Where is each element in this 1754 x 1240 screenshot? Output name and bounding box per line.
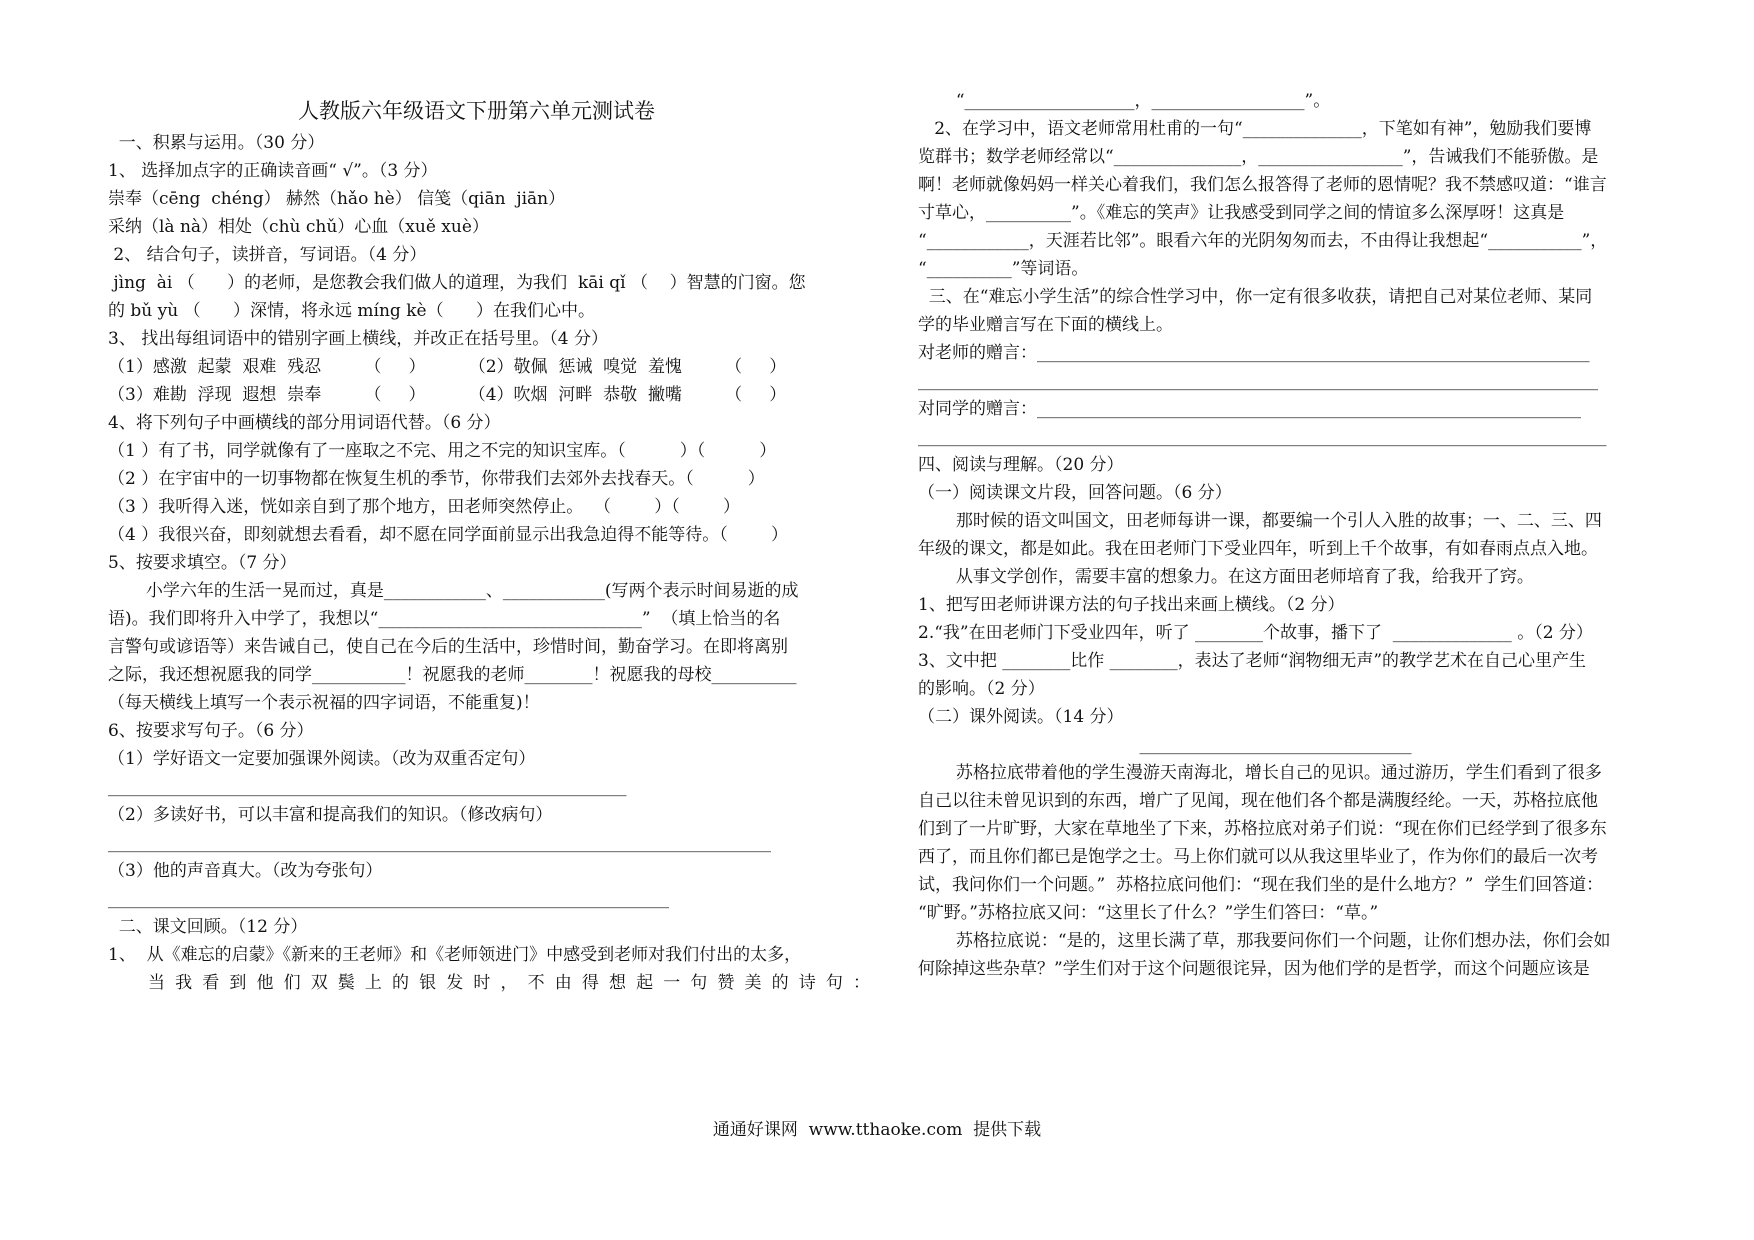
right-text-line: 们到了一片旷野，大家在草地坐了下来，苏格拉底对弟子们说：“现在你们已经学到了很多东 (918, 819, 1607, 839)
right-text-line: “__________”等词语。 (918, 259, 1089, 279)
left-text-line: 崇奉（cēng chéng） 赫然（hǎo hè） 信笺（qiān jiān） (108, 189, 566, 209)
left-text-line: （每天横线上填写一个表示祝福的四字词语，不能重复)！ (108, 693, 540, 713)
left-text-line: jìng ài （ ）的老师，是您教会我们做人的道理，为我们 kāi qǐ （ ）智慧的门窗。您 (108, 273, 806, 293)
right-text-line: 试，我问你们一个问题。” 苏格拉底问他们：“现在我们坐的是什么地方？” 学生们回答道： (918, 875, 1604, 895)
left-text-line: 6、按要求写句子。（6 分） (108, 721, 314, 741)
left-text-line: 采纳（là nà）相处（chù chǔ）心血（xuě xuè） (108, 217, 489, 237)
right-text-line: 览群书；数学老师经常以“_______________，_________________”，告诫我们不能骄傲。是 (918, 147, 1599, 167)
right-text-line: “____________________，__________________”。 (918, 91, 1331, 111)
right-text-line: （二）课外阅读。（14 分） (918, 707, 1124, 727)
left-text-line: （4 ）我很兴奋，即刻就想去看看，却不愿在同学面前显示出我急迫得不能等待。（ ） (108, 525, 788, 545)
left-text-line: ______________________________________________________________________________ (108, 833, 771, 853)
left-text-line: 之际，我还想祝愿我的同学___________！祝愿我的老师________！祝愿我的母校__________ (108, 665, 797, 685)
page-title: 人教版六年级语文下册第六单元测试卷 (298, 99, 655, 123)
right-text-line: 学的毕业赠言写在下面的横线上。 (918, 315, 1173, 335)
right-text-line: 对同学的赠言：________________________________________________________________ (918, 399, 1581, 419)
right-text-line: 啊！老师就像妈妈一样关心着我们，我们怎么报答得了老师的恩情呢？我不禁感叹道：“谁言 (918, 175, 1607, 195)
right-text-line: ________________________________ (918, 735, 1412, 755)
left-text-line: 语)。我们即将升入中学了，我想以“_______________________________” （填上恰当的名 (108, 609, 781, 629)
right-text-line: 3、文中把 ________比作 ________，表达了老师“润物细无声”的教学艺术在自己心里产生 (918, 651, 1587, 671)
right-text-line: 从事文学创作，需要丰富的想象力。在这方面田老师培育了我，给我开了窍。 (918, 567, 1534, 587)
right-text-line: 四、阅读与理解。（20 分） (918, 455, 1124, 475)
right-text-line: 何除掉这些杂草？”学生们对于这个问题很诧异，因为他们学的是哲学，而这个问题应该是 (918, 959, 1590, 979)
right-text-line: _________________________________________________________________________________ (918, 427, 1607, 447)
left-text-line: 的 bǔ yù （ ）深情，将永远 míng kè（ ）在我们心中。 (108, 301, 595, 321)
left-text-line: _____________________________________________________________ (108, 777, 627, 797)
right-text-line: （一）阅读课文片段，回答问题。（6 分） (918, 483, 1232, 503)
left-text-line: 2、 结合句子，读拼音，写词语。（4 分） (108, 245, 427, 265)
right-text-line: 三、在“难忘小学生活”的综合性学习中，你一定有很多收获，请把自己对某位老师、某同 (918, 287, 1593, 307)
left-text-line: 小学六年的生活一晃而过，真是____________、____________(写两个表示时间易逝的成 (108, 581, 799, 601)
left-text-line: （1）感激 起蒙 艰难 残忍 （ ） （2）敬佩 惩诫 嗅觉 羞愧 （ ） (108, 357, 787, 377)
left-text-line: 1、 从《难忘的启蒙》《新来的王老师》和《老师领进门》中感受到老师对我们付出的太多， (108, 945, 802, 965)
left-text-line: 1、 选择加点字的正确读音画“ √”。（3 分） (108, 161, 438, 181)
right-text-line: 1、把写田老师讲课方法的句子找出来画上横线。（2 分） (918, 595, 1345, 615)
left-text-line: （1 ）有了书，同学就像有了一座取之不完、用之不完的知识宝库。（ ）（ ） (108, 441, 777, 461)
left-text-line: 4、将下列句子中画横线的部分用词语代替。（6 分） (108, 413, 501, 433)
right-text-line: “旷野。”苏格拉底又问：“这里长了什么？”学生们答曰：“草。” (918, 903, 1379, 923)
left-text-line: （1）学好语文一定要加强课外阅读。（改为双重否定句） (108, 749, 536, 769)
left-text-line: 5、按要求填空。（7 分） (108, 553, 297, 573)
left-text-line: （3）难勘 浮现 遐想 崇奉 （ ） （4）吹烟 河畔 恭敬 撇嘴 （ ） (108, 385, 787, 405)
right-text-line: 2.“我”在田老师门下受业四年，听了 ________个故事，播下了 ______________ 。（2 分） (918, 623, 1593, 643)
left-text-line: 一、积累与运用。（30 分） (108, 133, 325, 153)
left-text-line: （2）多读好书，可以丰富和提高我们的知识。（修改病句） (108, 805, 553, 825)
right-text-line: 寸草心，__________”。《难忘的笑声》让我感受到同学之间的情谊多么深厚呀！这真是 (918, 203, 1565, 223)
left-text-line: （3）他的声音真大。（改为夸张句） (108, 861, 383, 881)
left-text-line: （3 ）我听得入迷，恍如亲自到了那个地方，田老师突然停止。 （ ）（ ） (108, 497, 740, 517)
left-text-line: （2 ）在宇宙中的一切事物都在恢复生机的季节，你带我们去郊外去找春天。（ ） (108, 469, 765, 489)
right-text-line: 2、在学习中，语文老师常用杜甫的一句“______________，下笔如有神”，勉励我们要博 (918, 119, 1592, 139)
right-text-line: 的影响。（2 分） (918, 679, 1045, 699)
footer-credit: 通通好课网 www.tthaoke.com 提供下载 (712, 1120, 1042, 1140)
right-text-line: 对老师的赠言：_________________________________________________________________ (918, 343, 1590, 363)
right-text-line: “____________，天涯若比邻”。眼看六年的光阴匆匆而去，不由得让我想起“___________”， (918, 231, 1608, 251)
right-text-line: 西了，而且你们都已是饱学之士。马上你们就可以从我这里毕业了，作为你们的最后一次考 (918, 847, 1598, 867)
right-text-line: 年级的课文，都是如此。我在田老师门下受业四年，听到上千个故事，有如春雨点点入地。 (918, 539, 1598, 559)
right-text-line: 自己以往未曾见识到的东西，增广了见闻，现在他们各个都是满腹经纶。一天，苏格拉底他 (918, 791, 1598, 811)
left-text-line: __________________________________________________________________ (108, 889, 669, 909)
left-text-line: 当我看到他们双鬓上的银发时，不由得想起一句赞美的诗句： (148, 973, 870, 993)
right-text-line: 苏格拉底说：“是的，这里长满了草，那我要问你们一个问题，让你们想办法，你们会如 (918, 931, 1611, 951)
right-text-line: 苏格拉底带着他的学生漫游天南海北，增长自己的见识。通过游历，学生们看到了很多 (918, 763, 1602, 783)
left-text-line: 二、课文回顾。（12 分） (108, 917, 308, 937)
right-text-line: ________________________________________________________________________________ (918, 371, 1598, 391)
left-text-line: 言警句或谚语等）来告诫自己，使自己在今后的生活中，珍惜时间，勤奋学习。在即将离别 (108, 637, 788, 657)
right-text-line: 那时候的语文叫国文，田老师每讲一课，都要编一个引人入胜的故事；一、二、三、四 (918, 511, 1602, 531)
left-text-line: 3、 找出每组词语中的错别字画上横线，并改正在括号里。（4 分） (108, 329, 608, 349)
